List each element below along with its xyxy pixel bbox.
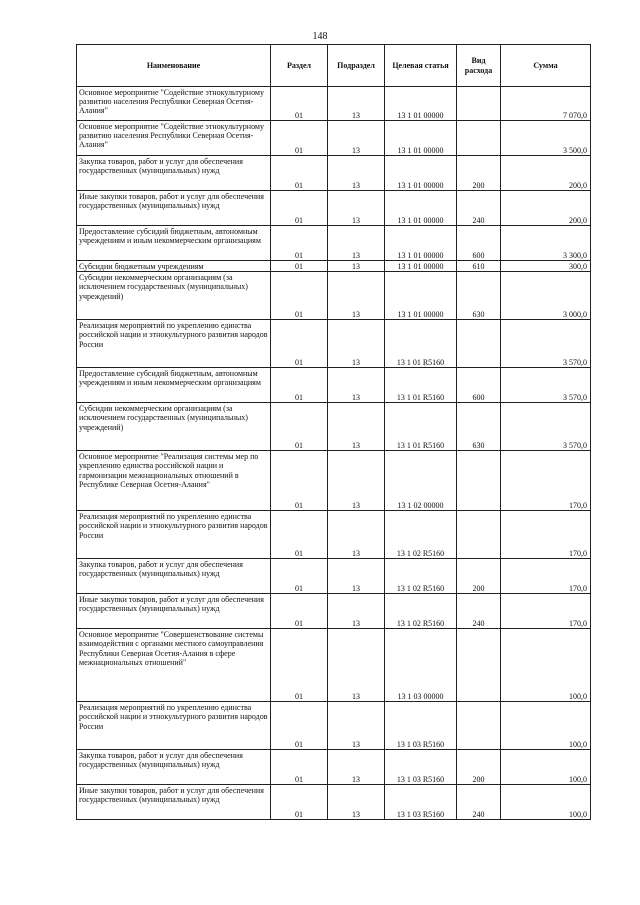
table-row: [77, 261, 591, 272]
table-row: [77, 226, 591, 261]
cell-name: Иные закупки товаров, работ и услуг для обеспечения государственных (муниципальных) нужд: [77, 785, 271, 820]
cell-name: Основное мероприятие "Содействие этнокультурному развитию населения Республики Северная Осетия-Алания": [77, 87, 271, 121]
table-row: [77, 368, 591, 403]
cell-name: Закупка товаров, работ и услуг для обеспечения государственных (муниципальных) нужд: [77, 156, 271, 191]
cell-vid: [457, 702, 501, 750]
cell-podrazdel: 13: [328, 559, 385, 594]
cell-vid: [457, 511, 501, 559]
cell-summa: 100,0: [501, 629, 591, 702]
cell-podrazdel: 13: [328, 511, 385, 559]
cell-summa: 100,0: [501, 750, 591, 785]
cell-vid: 240: [457, 594, 501, 629]
cell-summa: 170,0: [501, 451, 591, 511]
table-row: [77, 156, 591, 191]
budget-table: [76, 44, 591, 820]
header-statya: Целевая статья: [385, 45, 457, 87]
table-row: [77, 121, 591, 156]
cell-statya: 13 1 03 R5160: [385, 750, 457, 785]
header-name: Наименование: [77, 45, 271, 87]
cell-razdel: 01: [271, 368, 328, 403]
cell-razdel: 01: [271, 702, 328, 750]
table-row: [77, 451, 591, 511]
table-row: [77, 750, 591, 785]
cell-name: Предоставление субсидий бюджетным, автономным учреждениям и иным некоммерческим организациям: [77, 368, 271, 403]
table-body: [77, 87, 591, 820]
cell-name: Закупка товаров, работ и услуг для обеспечения государственных (муниципальных) нужд: [77, 750, 271, 785]
cell-statya: 13 1 01 00000: [385, 156, 457, 191]
cell-vid: 240: [457, 191, 501, 226]
cell-podrazdel: 13: [328, 750, 385, 785]
table-row: [77, 785, 591, 820]
cell-razdel: 01: [271, 511, 328, 559]
cell-podrazdel: 13: [328, 261, 385, 272]
cell-statya: 13 1 02 00000: [385, 451, 457, 511]
cell-statya: 13 1 02 R5160: [385, 594, 457, 629]
cell-razdel: 01: [271, 272, 328, 320]
cell-statya: 13 1 01 R5160: [385, 320, 457, 368]
cell-statya: 13 1 02 R5160: [385, 511, 457, 559]
cell-vid: [457, 629, 501, 702]
cell-razdel: 01: [271, 121, 328, 156]
table-row: [77, 702, 591, 750]
cell-podrazdel: 13: [328, 272, 385, 320]
cell-summa: 200,0: [501, 191, 591, 226]
cell-name: Иные закупки товаров, работ и услуг для обеспечения государственных (муниципальных) нужд: [77, 191, 271, 226]
cell-vid: [457, 451, 501, 511]
cell-podrazdel: 13: [328, 191, 385, 226]
cell-statya: 13 1 01 00000: [385, 261, 457, 272]
header-row: [77, 45, 591, 87]
cell-podrazdel: 13: [328, 403, 385, 451]
cell-vid: [457, 121, 501, 156]
header-vid: Вид расхода: [457, 45, 501, 87]
cell-summa: 170,0: [501, 559, 591, 594]
cell-razdel: 01: [271, 629, 328, 702]
table-row: [77, 629, 591, 702]
cell-vid: 630: [457, 272, 501, 320]
cell-statya: 13 1 01 R5160: [385, 403, 457, 451]
cell-podrazdel: 13: [328, 629, 385, 702]
cell-statya: 13 1 01 00000: [385, 226, 457, 261]
cell-summa: 100,0: [501, 785, 591, 820]
cell-razdel: 01: [271, 156, 328, 191]
cell-podrazdel: 13: [328, 368, 385, 403]
header-podrazdel: Подраздел: [328, 45, 385, 87]
cell-razdel: 01: [271, 226, 328, 261]
cell-vid: 600: [457, 226, 501, 261]
cell-razdel: 01: [271, 785, 328, 820]
cell-razdel: 01: [271, 320, 328, 368]
cell-razdel: 01: [271, 559, 328, 594]
cell-name: Реализация мероприятий по укреплению единства российской нации и этнокультурного развития народов России: [77, 702, 271, 750]
cell-vid: 610: [457, 261, 501, 272]
cell-statya: 13 1 03 00000: [385, 629, 457, 702]
cell-summa: 100,0: [501, 702, 591, 750]
cell-summa: 3 570,0: [501, 368, 591, 403]
table-row: [77, 272, 591, 320]
cell-razdel: 01: [271, 261, 328, 272]
cell-podrazdel: 13: [328, 594, 385, 629]
cell-summa: 3 500,0: [501, 121, 591, 156]
cell-vid: 600: [457, 368, 501, 403]
cell-razdel: 01: [271, 191, 328, 226]
cell-statya: 13 1 01 R5160: [385, 368, 457, 403]
cell-name: Иные закупки товаров, работ и услуг для обеспечения государственных (муниципальных) нужд: [77, 594, 271, 629]
cell-podrazdel: 13: [328, 87, 385, 121]
cell-podrazdel: 13: [328, 121, 385, 156]
cell-statya: 13 1 03 R5160: [385, 702, 457, 750]
table-row: [77, 511, 591, 559]
table-row: [77, 594, 591, 629]
cell-vid: [457, 87, 501, 121]
table-row: [77, 403, 591, 451]
cell-podrazdel: 13: [328, 451, 385, 511]
cell-summa: 3 570,0: [501, 403, 591, 451]
cell-podrazdel: 13: [328, 320, 385, 368]
cell-statya: 13 1 01 00000: [385, 121, 457, 156]
table-row: [77, 559, 591, 594]
cell-vid: 200: [457, 750, 501, 785]
cell-vid: 240: [457, 785, 501, 820]
cell-podrazdel: 13: [328, 226, 385, 261]
cell-summa: 3 300,0: [501, 226, 591, 261]
table-header: [77, 45, 591, 87]
cell-summa: 7 070,0: [501, 87, 591, 121]
cell-summa: 3 000,0: [501, 272, 591, 320]
table-row: [77, 320, 591, 368]
table-row: [77, 191, 591, 226]
cell-name: Реализация мероприятий по укреплению единства российской нации и этнокультурного развития народов России: [77, 511, 271, 559]
cell-statya: 13 1 02 R5160: [385, 559, 457, 594]
cell-podrazdel: 13: [328, 702, 385, 750]
cell-summa: 170,0: [501, 511, 591, 559]
cell-name: Субсидии бюджетным учреждениям: [77, 261, 271, 272]
header-razdel: Раздел: [271, 45, 328, 87]
cell-statya: 13 1 01 00000: [385, 272, 457, 320]
cell-statya: 13 1 01 00000: [385, 87, 457, 121]
cell-name: Субсидии некоммерческим организациям (за исключением государственных (муниципальных) учреждений): [77, 403, 271, 451]
cell-summa: 300,0: [501, 261, 591, 272]
cell-vid: 200: [457, 156, 501, 191]
cell-name: Предоставление субсидий бюджетным, автономным учреждениям и иным некоммерческим организациям: [77, 226, 271, 261]
cell-vid: 630: [457, 403, 501, 451]
cell-summa: 170,0: [501, 594, 591, 629]
cell-vid: 200: [457, 559, 501, 594]
cell-podrazdel: 13: [328, 785, 385, 820]
cell-razdel: 01: [271, 87, 328, 121]
table-row: [77, 87, 591, 121]
cell-name: Основное мероприятие "Содействие этнокультурному развитию населения Республики Северная Осетия-Алания": [77, 121, 271, 156]
cell-statya: 13 1 03 R5160: [385, 785, 457, 820]
cell-razdel: 01: [271, 594, 328, 629]
cell-name: Основное мероприятие "Совершенствование системы взаимодействия с органами местного самоуправления Республики Северная Осетия-Алания в сфере межнациональных отношений": [77, 629, 271, 702]
cell-razdel: 01: [271, 403, 328, 451]
cell-statya: 13 1 01 00000: [385, 191, 457, 226]
cell-summa: 3 570,0: [501, 320, 591, 368]
cell-podrazdel: 13: [328, 156, 385, 191]
cell-name: Субсидии некоммерческим организациям (за исключением государственных (муниципальных) учреждений): [77, 272, 271, 320]
cell-razdel: 01: [271, 750, 328, 785]
page-number: 148: [312, 31, 328, 42]
cell-name: Закупка товаров, работ и услуг для обеспечения государственных (муниципальных) нужд: [77, 559, 271, 594]
cell-razdel: 01: [271, 451, 328, 511]
cell-name: Реализация мероприятий по укреплению единства российской нации и этнокультурного развития народов России: [77, 320, 271, 368]
cell-name: Основное мероприятие "Реализация системы мер по укреплению единства российской нации и гармонизации межнациональных отношений в Республике Северная Осетия-Алания": [77, 451, 271, 511]
cell-summa: 200,0: [501, 156, 591, 191]
header-summa: Сумма: [501, 45, 591, 87]
cell-vid: [457, 320, 501, 368]
